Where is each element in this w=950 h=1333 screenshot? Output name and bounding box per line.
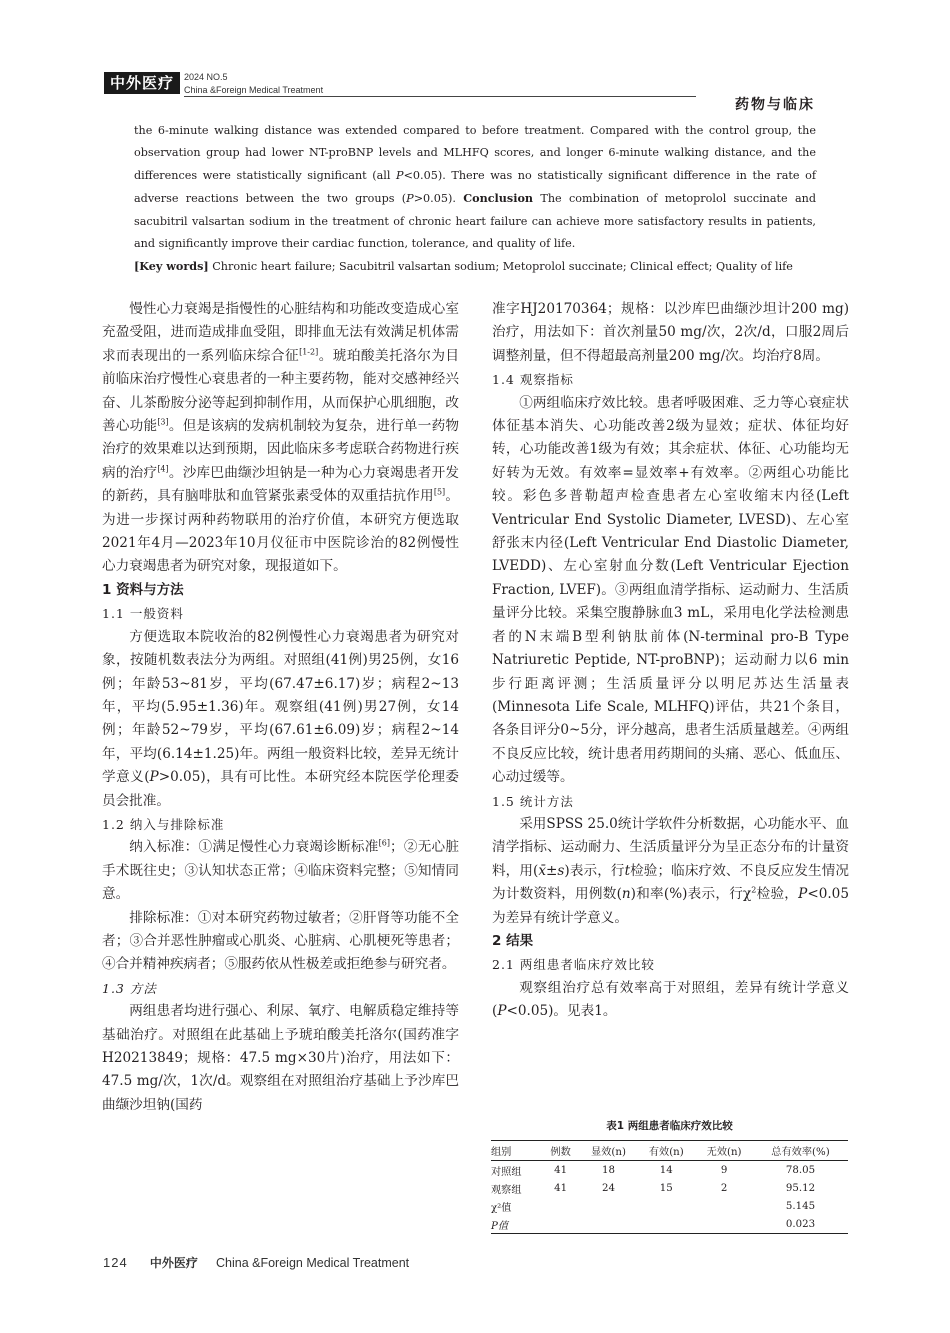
table-cell <box>637 1215 695 1234</box>
text: P <box>798 886 808 903</box>
text: >0.05)，具有可比性。本研究经本院医学伦理委员会批准。 <box>102 769 459 809</box>
text: <0.05). There was no statistically significant difference in the rate of adverse reactions between the two groups ( <box>134 168 816 206</box>
heading-efficacy: 2.1 两组患者临床疗效比较 <box>492 957 655 973</box>
page-footer <box>103 1254 409 1271</box>
journal-logo: 中外医疗 <box>104 72 180 94</box>
citation: [6] <box>378 838 390 848</box>
table-cell: 5.145 <box>785 1200 816 1212</box>
table-cell: 41 <box>554 1182 568 1194</box>
col-header: 总有效率(%) <box>771 1147 830 1158</box>
text: n <box>621 886 631 903</box>
page-number: 124 <box>103 1255 128 1270</box>
col-header: 显效(n) <box>591 1147 626 1158</box>
text: <0.05为差异有统计学意义。 <box>492 886 849 926</box>
heading-materials-methods: 1 资料与方法 <box>102 581 184 598</box>
text: 检验， <box>756 886 799 903</box>
table-cell: P值 <box>491 1220 509 1232</box>
text: x̄±s <box>538 862 565 879</box>
inclusion-paragraph <box>102 836 459 906</box>
statistics-paragraph <box>492 813 849 930</box>
text: >0.05). <box>413 192 464 206</box>
table-cell <box>695 1197 753 1215</box>
text: 慢性心力衰竭是指慢性的心脏结构和功能改变造成心室充盈受阻，进而造成排血受阻，即排血无法有效满足机体需求而表现出的一系列临床综合征 <box>102 301 459 364</box>
footer-journal-name: 中外医疗 <box>149 1256 198 1270</box>
left-column <box>102 298 459 1117</box>
table-cell: 95.12 <box>785 1182 816 1194</box>
text: 。沙库巴曲缬沙坦钠是一种为心力衰竭患者开发的新药，具有脑啡肽和血管紧张素受体的双重拮抗作用 <box>102 464 460 505</box>
heading-indicators: 1.4 观察指标 <box>492 372 574 388</box>
table-header-row <box>491 1141 848 1161</box>
col-header: 组别 <box>491 1147 512 1158</box>
keywords <box>134 255 816 278</box>
text: P <box>497 1003 507 1020</box>
methods-paragraph: 两组患者均进行强心、利尿、氧疗、电解质稳定维持等基础治疗。对照组在此基础上予琥珀酸美托洛尔(国药准字H20213849；规格：47.5 mg×30片)治疗，用法如下：47.5 mg/次，1次/d。观察组在对照组治疗基础上予沙库巴曲缬沙坦钠(国药 <box>102 1003 459 1113</box>
right-column <box>492 298 849 1024</box>
header-rule <box>184 96 696 97</box>
table-cell: 9 <box>720 1164 728 1176</box>
text: 观察组治疗总有效率高于对照组，差异有统计学意义( <box>492 979 849 1020</box>
text: The combination of metoprolol succinate and sacubitril valsartan sodium in the treatment of chronic heart failure can achieve more satisfactory results in patients, and significantly improve their cardiac function, tolerance, and quality of life. <box>134 192 816 251</box>
col-header: 有效(n) <box>648 1147 684 1158</box>
general-data-paragraph <box>102 626 459 813</box>
table-cell <box>580 1215 638 1234</box>
journal-english-name: China &Foreign Medical Treatment <box>184 85 324 95</box>
citation: [3] <box>157 417 169 427</box>
table-cell: 24 <box>602 1182 615 1194</box>
citation: [4] <box>157 464 169 474</box>
heading-results: 2 结果 <box>492 932 534 949</box>
table-title: 表1 两组患者临床疗效比较 <box>606 1120 733 1132</box>
text: 方便选取本院收治的82例慢性心力衰竭患者为研究对象，按随机数表法分为两组。对照组(41例)男25例，女16例；年龄53~81岁，平均(67.47±6.17)岁；病程2~13年，平均(5.95±1.36)年。观察组(41例)男27例，女14例；年龄52~79岁，平均(67.61±6.09)岁；病程2~14年，平均(6.14±1.25)年。两组一般资料比较，差异无统计学意义( <box>102 628 459 786</box>
col-header: 例数 <box>550 1147 571 1158</box>
table-cell: 0.023 <box>785 1218 816 1230</box>
table-row <box>491 1215 848 1234</box>
citation: [5] <box>433 487 446 497</box>
citation: [1-2] <box>299 347 319 357</box>
heading-statistics: 1.5 统计方法 <box>492 793 574 809</box>
text: )和率(%)表示，行χ <box>630 886 752 903</box>
text: 检验；临床疗效、不良反应发生情况为计数资料，用例数( <box>492 862 849 903</box>
text: 2 <box>751 885 757 895</box>
table-cell: 2 <box>720 1182 728 1194</box>
exclusion-paragraph: 排除标准：①对本研究药物过敏者；②肝肾等功能不全者；③合并恶性肿瘤或心肌炎、心脏病、心肌梗死等患者；④合并精神疾病者；⑤服药依从性极差或拒绝参与研究者。 <box>102 909 459 973</box>
table-cell: 对照组 <box>491 1166 522 1178</box>
heading-criteria: 1.2 纳入与排除标准 <box>102 816 225 832</box>
keywords-text: Chronic heart failure; Sacubitril valsartan sodium; Metoprolol succinate; Clinical effect; Quality of life <box>208 260 793 274</box>
table-cell <box>695 1215 753 1234</box>
text: ；②无心脏手术既往史；③认知状态正常；④临床资料完整；⑤知情同意。 <box>102 839 460 903</box>
table-cell: χ²值 <box>491 1202 512 1214</box>
col-header: 无效(n) <box>706 1147 742 1158</box>
table-cell <box>542 1215 580 1234</box>
text: 。琥珀酸美托洛尔为目前临床治疗慢性心衰患者的一种主要药物，能对交感神经兴奋、儿茶酚胺分泌等起到抑制作用，从而保护心肌细胞，改善心功能 <box>102 347 459 435</box>
text: )表示，行 <box>564 862 625 879</box>
conclusion-label: Conclusion <box>463 191 534 206</box>
table-row <box>491 1197 848 1215</box>
text: t <box>624 862 631 879</box>
keywords-label: [Key words] <box>134 259 209 274</box>
text: <0.05)。见表1。 <box>506 1003 617 1020</box>
table-row <box>491 1179 848 1197</box>
footer-journal-english: China &Foreign Medical Treatment <box>216 1256 410 1270</box>
abstract-paragraph <box>134 120 816 255</box>
methods-continued: 准字HJ20170364；规格：以沙库巴曲缬沙坦计200 mg)治疗，用法如下：首次剂量50 mg/次，2次/d，口服2周后调整剂量，但不得超最高剂量200 mg/次。均治疗8周。 <box>492 301 849 364</box>
text: P <box>406 192 414 206</box>
text: P <box>149 769 159 786</box>
table-row <box>491 1161 848 1180</box>
text: 采用SPSS 25.0统计学软件分析数据，心功能水平、血清学指标、运动耐力、生活质量评分为呈正态分布的计量资料，用( <box>492 815 849 879</box>
table-cell: 41 <box>554 1164 568 1176</box>
table-1 <box>491 1118 848 1234</box>
text: 纳入标准：①满足慢性心力衰竭诊断标准 <box>129 839 379 856</box>
heading-methods: 1.3 方法 <box>102 980 157 996</box>
indicators-paragraph: ①两组临床疗效比较。患者呼吸困难、乏力等心衰症状体征基本消失、心功能改善2级为显效；症状、体征均好转，心功能改善1级为有效；其余症状、体征、心功能均无好转为无效。有效率=显效率+有效率。②两组心功能比较。彩色多普勒超声检查患者左心室收缩末内径(Left Ventricular End Systolic Diameter, LVESD)、左心室舒张末内径(Left Ventricular End Diastolic Diameter, LVEDD)、左心室射血分数(Left Ventricular Ejection Fraction, LVEF)。③两组血清学指标、运动耐力、生活质量评分比较。采集空腹静脉血3 mL，采用电化学法检测患者的N末端B型利钠肽前体(N-terminal pro-B Type Natriuretic Peptide, NT-proBNP)；运动耐力以6 min步行距离评测；生活质量评分以明尼苏达生活量表(Minnesota Life Scale, MLHFQ)评估，共21个条目，各条目评分0~5分，评分越高，患者生活质量越差。④两组不良反应比较，统计患者用药期间的头痛、恶心、低血压、心动过缓等。 <box>492 394 849 786</box>
issue-number: 2024 NO.5 <box>184 72 228 82</box>
text: 。为进一步探讨两种药物联用的治疗价值，本研究方便选取2021年4月—2023年10月仪征市中医院诊治的82例慢性心力衰竭患者为研究对象，现报道如下。 <box>102 488 459 575</box>
abstract <box>134 120 816 279</box>
heading-general-data: 1.1 一般资料 <box>102 606 184 622</box>
table-cell: 14 <box>659 1164 673 1176</box>
text: P <box>396 168 404 182</box>
table-cell: 18 <box>602 1164 615 1176</box>
table-cell <box>637 1197 695 1215</box>
table-cell <box>542 1197 580 1215</box>
section-title: 药物与临床 <box>735 97 815 113</box>
text: the 6-minute walking distance was extended compared to before treatment. Compared with the control group, the observation group had lower NT-proBNP levels and MLHFQ scores, and longer 6-minute walking distance, and the differences were statistically significant (all <box>134 124 816 182</box>
efficacy-paragraph <box>492 977 849 1024</box>
table-cell: 观察组 <box>491 1184 522 1196</box>
table-cell: 15 <box>659 1182 673 1194</box>
table-cell: 78.05 <box>785 1164 816 1176</box>
table-cell <box>580 1197 638 1215</box>
text: 。但是该病的发病机制较为复杂，进行单一药物治疗的效果难以达到预期，因此临床多考虑联合药物进行疾病的治疗 <box>102 418 460 481</box>
efficacy-table <box>491 1140 848 1234</box>
intro-paragraph <box>102 298 459 579</box>
